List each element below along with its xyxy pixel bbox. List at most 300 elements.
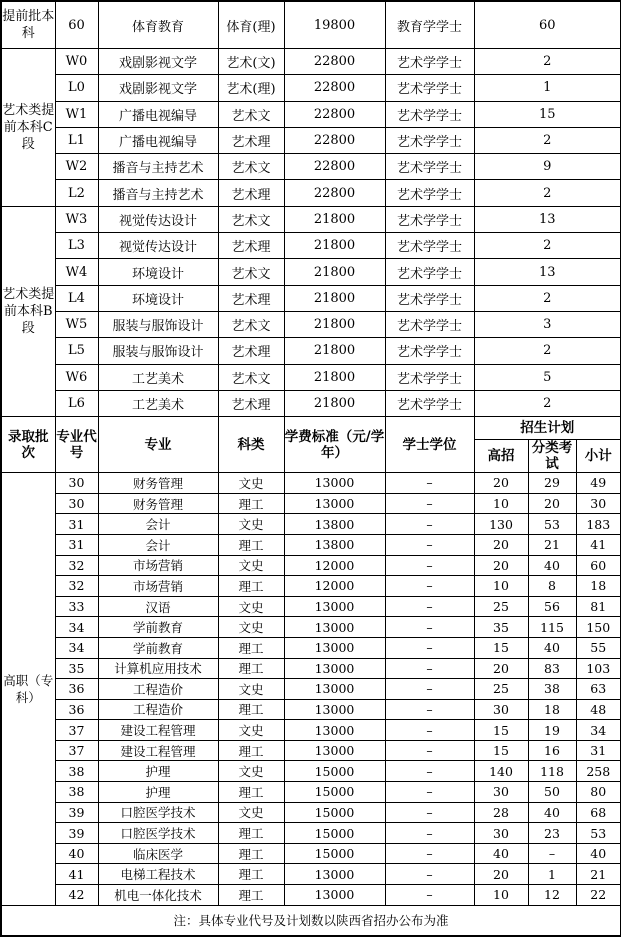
header-fee: 学费标准（元/学年） bbox=[284, 417, 385, 473]
gaozhao-cell: 25 bbox=[474, 596, 528, 617]
batch-cell: 高职（专科） bbox=[1, 473, 55, 905]
gaozhao-cell: 20 bbox=[474, 658, 528, 679]
fenlei-cell: 38 bbox=[528, 679, 576, 700]
table-row bbox=[1, 180, 621, 206]
fee-cell: 22800 bbox=[284, 101, 385, 127]
subtotal-cell: 150 bbox=[576, 617, 621, 638]
gaozhao-cell: 20 bbox=[474, 534, 528, 555]
fee-cell: 13000 bbox=[284, 637, 385, 658]
category-cell: 理工 bbox=[218, 843, 284, 864]
fenlei-cell: 18 bbox=[528, 699, 576, 720]
table-row bbox=[1, 75, 621, 101]
degree-cell: – bbox=[385, 740, 474, 761]
gaozhao-cell: 130 bbox=[474, 514, 528, 535]
degree-cell: – bbox=[385, 658, 474, 679]
code-cell: 36 bbox=[55, 679, 98, 700]
code-cell: W3 bbox=[55, 206, 98, 232]
fee-cell: 22800 bbox=[284, 180, 385, 206]
fee-cell: 21800 bbox=[284, 338, 385, 364]
table-row bbox=[1, 802, 621, 823]
header-major: 专业 bbox=[98, 417, 218, 473]
table-row bbox=[1, 49, 621, 75]
gaozhao-cell: 20 bbox=[474, 864, 528, 885]
code-cell: 30 bbox=[55, 493, 98, 514]
subtotal-cell: 81 bbox=[576, 596, 621, 617]
gaozhao-cell: 30 bbox=[474, 782, 528, 803]
degree-cell: 艺术学学士 bbox=[385, 101, 474, 127]
code-cell: 36 bbox=[55, 699, 98, 720]
degree-cell: 艺术学学士 bbox=[385, 75, 474, 101]
fee-cell: 15000 bbox=[284, 761, 385, 782]
fenlei-cell: 115 bbox=[528, 617, 576, 638]
fenlei-cell: 19 bbox=[528, 720, 576, 741]
code-cell: 39 bbox=[55, 802, 98, 823]
major-cell: 建设工程管理 bbox=[98, 720, 218, 741]
fenlei-cell: 40 bbox=[528, 802, 576, 823]
fee-cell: 13000 bbox=[284, 473, 385, 494]
major-cell: 戏剧影视文学 bbox=[98, 49, 218, 75]
degree-cell: – bbox=[385, 699, 474, 720]
gaozhao-cell: 40 bbox=[474, 843, 528, 864]
table-row bbox=[1, 259, 621, 285]
major-cell: 视觉传达设计 bbox=[98, 206, 218, 232]
code-cell: W5 bbox=[55, 311, 98, 337]
table-row bbox=[1, 534, 621, 555]
fee-cell: 21800 bbox=[284, 259, 385, 285]
header-code: 专业代号 bbox=[55, 417, 98, 473]
category-cell: 文史 bbox=[218, 617, 284, 638]
code-cell: 33 bbox=[55, 596, 98, 617]
major-cell: 视觉传达设计 bbox=[98, 233, 218, 259]
header-degree: 学士学位 bbox=[385, 417, 474, 473]
subtotal-cell: 18 bbox=[576, 576, 621, 597]
code-cell: 32 bbox=[55, 576, 98, 597]
subtotal-cell: 40 bbox=[576, 843, 621, 864]
subtotal-cell: 30 bbox=[576, 493, 621, 514]
major-cell: 工程造价 bbox=[98, 699, 218, 720]
major-cell: 工艺美术 bbox=[98, 364, 218, 390]
major-cell: 播音与主持艺术 bbox=[98, 180, 218, 206]
table-row bbox=[1, 864, 621, 885]
header-plan: 招生计划 bbox=[474, 417, 621, 440]
major-cell: 服装与服饰设计 bbox=[98, 311, 218, 337]
table-row bbox=[1, 658, 621, 679]
category-cell: 文史 bbox=[218, 802, 284, 823]
category-cell: 艺术文 bbox=[218, 259, 284, 285]
category-cell: 艺术理 bbox=[218, 127, 284, 153]
fenlei-cell: 118 bbox=[528, 761, 576, 782]
degree-cell: 艺术学学士 bbox=[385, 311, 474, 337]
degree-cell: – bbox=[385, 843, 474, 864]
table-row bbox=[1, 127, 621, 153]
fee-cell: 22800 bbox=[284, 75, 385, 101]
fenlei-cell: 23 bbox=[528, 823, 576, 844]
note-cell: 注：具体专业代号及计划数以陕西省招办公布为准 bbox=[1, 905, 621, 936]
major-cell: 会计 bbox=[98, 534, 218, 555]
degree-cell: – bbox=[385, 864, 474, 885]
table-row bbox=[1, 390, 621, 416]
code-cell: L3 bbox=[55, 233, 98, 259]
category-cell: 体育(理) bbox=[218, 1, 284, 49]
degree-cell: – bbox=[385, 679, 474, 700]
major-cell: 学前教育 bbox=[98, 637, 218, 658]
fee-cell: 15000 bbox=[284, 843, 385, 864]
major-cell: 汉语 bbox=[98, 596, 218, 617]
major-cell: 电梯工程技术 bbox=[98, 864, 218, 885]
table-row bbox=[1, 679, 621, 700]
degree-cell: – bbox=[385, 782, 474, 803]
subtotal-cell: 21 bbox=[576, 864, 621, 885]
category-cell: 理工 bbox=[218, 782, 284, 803]
fee-cell: 19800 bbox=[284, 1, 385, 49]
category-cell: 文史 bbox=[218, 473, 284, 494]
fee-cell: 13000 bbox=[284, 617, 385, 638]
major-cell: 护理 bbox=[98, 782, 218, 803]
major-cell: 会计 bbox=[98, 514, 218, 535]
code-cell: 34 bbox=[55, 617, 98, 638]
table-row bbox=[1, 555, 621, 576]
degree-cell: 艺术学学士 bbox=[385, 49, 474, 75]
plan-cell: 60 bbox=[474, 1, 621, 49]
fee-cell: 21800 bbox=[284, 233, 385, 259]
code-cell: W6 bbox=[55, 364, 98, 390]
table-row bbox=[1, 576, 621, 597]
category-cell: 理工 bbox=[218, 658, 284, 679]
fenlei-cell: 56 bbox=[528, 596, 576, 617]
fee-cell: 12000 bbox=[284, 576, 385, 597]
code-cell: L5 bbox=[55, 338, 98, 364]
plan-cell: 2 bbox=[474, 390, 621, 416]
fee-cell: 15000 bbox=[284, 823, 385, 844]
code-cell: L0 bbox=[55, 75, 98, 101]
table-row bbox=[1, 493, 621, 514]
major-cell: 临床医学 bbox=[98, 843, 218, 864]
fenlei-cell: 83 bbox=[528, 658, 576, 679]
table-row bbox=[1, 154, 621, 180]
gaozhao-cell: 35 bbox=[474, 617, 528, 638]
table-row bbox=[1, 740, 621, 761]
category-cell: 艺术文 bbox=[218, 101, 284, 127]
subtotal-cell: 68 bbox=[576, 802, 621, 823]
degree-cell: – bbox=[385, 617, 474, 638]
subtotal-cell: 63 bbox=[576, 679, 621, 700]
gaozhao-cell: 15 bbox=[474, 637, 528, 658]
header-subtotal: 小计 bbox=[576, 440, 621, 473]
category-cell: 理工 bbox=[218, 699, 284, 720]
degree-cell: 艺术学学士 bbox=[385, 127, 474, 153]
plan-cell: 13 bbox=[474, 259, 621, 285]
major-cell: 环境设计 bbox=[98, 285, 218, 311]
batch-cell: 艺术类提前本科C段 bbox=[1, 49, 55, 207]
code-cell: 40 bbox=[55, 843, 98, 864]
category-cell: 理工 bbox=[218, 864, 284, 885]
header-fenlei: 分类考试 bbox=[528, 440, 576, 473]
subtotal-cell: 258 bbox=[576, 761, 621, 782]
table-row bbox=[1, 699, 621, 720]
category-cell: 艺术文 bbox=[218, 311, 284, 337]
subtotal-cell: 60 bbox=[576, 555, 621, 576]
degree-cell: 艺术学学士 bbox=[385, 180, 474, 206]
code-cell: W4 bbox=[55, 259, 98, 285]
major-cell: 广播电视编导 bbox=[98, 127, 218, 153]
fee-cell: 13000 bbox=[284, 699, 385, 720]
fenlei-cell: 1 bbox=[528, 864, 576, 885]
degree-cell: – bbox=[385, 761, 474, 782]
major-cell: 环境设计 bbox=[98, 259, 218, 285]
category-cell: 艺术文 bbox=[218, 206, 284, 232]
table-row bbox=[1, 285, 621, 311]
category-cell: 理工 bbox=[218, 823, 284, 844]
category-cell: 文史 bbox=[218, 555, 284, 576]
table-row bbox=[1, 617, 621, 638]
table-row bbox=[1, 1, 621, 49]
major-cell: 服装与服饰设计 bbox=[98, 338, 218, 364]
gaozhao-cell: 10 bbox=[474, 885, 528, 906]
degree-cell: – bbox=[385, 555, 474, 576]
major-cell: 财务管理 bbox=[98, 493, 218, 514]
category-cell: 艺术理 bbox=[218, 390, 284, 416]
category-cell: 艺术理 bbox=[218, 180, 284, 206]
degree-cell: – bbox=[385, 885, 474, 906]
fee-cell: 13800 bbox=[284, 514, 385, 535]
degree-cell: – bbox=[385, 534, 474, 555]
code-cell: 39 bbox=[55, 823, 98, 844]
fee-cell: 13000 bbox=[284, 740, 385, 761]
subtotal-cell: 48 bbox=[576, 699, 621, 720]
gaozhao-cell: 30 bbox=[474, 823, 528, 844]
subtotal-cell: 41 bbox=[576, 534, 621, 555]
gaozhao-cell: 15 bbox=[474, 740, 528, 761]
major-cell: 戏剧影视文学 bbox=[98, 75, 218, 101]
table-row bbox=[1, 338, 621, 364]
degree-cell: – bbox=[385, 720, 474, 741]
fee-cell: 21800 bbox=[284, 285, 385, 311]
fee-cell: 13000 bbox=[284, 885, 385, 906]
code-cell: 60 bbox=[55, 1, 98, 49]
code-cell: 31 bbox=[55, 534, 98, 555]
fenlei-cell: 53 bbox=[528, 514, 576, 535]
fenlei-cell: 21 bbox=[528, 534, 576, 555]
category-cell: 理工 bbox=[218, 493, 284, 514]
major-cell: 播音与主持艺术 bbox=[98, 154, 218, 180]
fee-cell: 13000 bbox=[284, 679, 385, 700]
fee-cell: 22800 bbox=[284, 154, 385, 180]
fee-cell: 15000 bbox=[284, 802, 385, 823]
fenlei-cell: 12 bbox=[528, 885, 576, 906]
degree-cell: – bbox=[385, 823, 474, 844]
code-cell: L2 bbox=[55, 180, 98, 206]
code-cell: 30 bbox=[55, 473, 98, 494]
subtotal-cell: 53 bbox=[576, 823, 621, 844]
gaozhao-cell: 25 bbox=[474, 679, 528, 700]
fenlei-cell: 29 bbox=[528, 473, 576, 494]
fee-cell: 12000 bbox=[284, 555, 385, 576]
header-row bbox=[1, 417, 621, 440]
category-cell: 理工 bbox=[218, 637, 284, 658]
gaozhao-cell: 20 bbox=[474, 555, 528, 576]
major-cell: 体育教育 bbox=[98, 1, 218, 49]
plan-cell: 2 bbox=[474, 233, 621, 259]
table-row bbox=[1, 596, 621, 617]
batch-cell: 提前批本科 bbox=[1, 1, 55, 49]
category-cell: 理工 bbox=[218, 740, 284, 761]
header-batch: 录取批次 bbox=[1, 417, 55, 473]
degree-cell: 艺术学学士 bbox=[385, 364, 474, 390]
category-cell: 理工 bbox=[218, 885, 284, 906]
code-cell: W1 bbox=[55, 101, 98, 127]
fee-cell: 13000 bbox=[284, 720, 385, 741]
major-cell: 护理 bbox=[98, 761, 218, 782]
code-cell: W0 bbox=[55, 49, 98, 75]
category-cell: 文史 bbox=[218, 720, 284, 741]
plan-cell: 5 bbox=[474, 364, 621, 390]
category-cell: 艺术理 bbox=[218, 233, 284, 259]
code-cell: 37 bbox=[55, 740, 98, 761]
major-cell: 工艺美术 bbox=[98, 390, 218, 416]
table-row bbox=[1, 233, 621, 259]
major-cell: 计算机应用技术 bbox=[98, 658, 218, 679]
code-cell: 31 bbox=[55, 514, 98, 535]
plan-cell: 3 bbox=[474, 311, 621, 337]
major-cell: 财务管理 bbox=[98, 473, 218, 494]
major-cell: 学前教育 bbox=[98, 617, 218, 638]
code-cell: 41 bbox=[55, 864, 98, 885]
plan-cell: 15 bbox=[474, 101, 621, 127]
major-cell: 工程造价 bbox=[98, 679, 218, 700]
table-row bbox=[1, 885, 621, 906]
major-cell: 口腔医学技术 bbox=[98, 802, 218, 823]
table-row bbox=[1, 823, 621, 844]
degree-cell: – bbox=[385, 493, 474, 514]
fee-cell: 22800 bbox=[284, 49, 385, 75]
code-cell: 37 bbox=[55, 720, 98, 741]
code-cell: L1 bbox=[55, 127, 98, 153]
category-cell: 理工 bbox=[218, 534, 284, 555]
fee-cell: 21800 bbox=[284, 206, 385, 232]
table-row bbox=[1, 782, 621, 803]
table-row bbox=[1, 364, 621, 390]
code-cell: 38 bbox=[55, 782, 98, 803]
plan-cell: 2 bbox=[474, 49, 621, 75]
fenlei-cell: 50 bbox=[528, 782, 576, 803]
fee-cell: 13000 bbox=[284, 493, 385, 514]
code-cell: W2 bbox=[55, 154, 98, 180]
major-cell: 市场营销 bbox=[98, 555, 218, 576]
fenlei-cell: 16 bbox=[528, 740, 576, 761]
code-cell: L4 bbox=[55, 285, 98, 311]
plan-cell: 2 bbox=[474, 338, 621, 364]
header-gaozhao: 高招 bbox=[474, 440, 528, 473]
fee-cell: 13000 bbox=[284, 596, 385, 617]
plan-cell: 2 bbox=[474, 285, 621, 311]
fenlei-cell: – bbox=[528, 843, 576, 864]
degree-cell: 艺术学学士 bbox=[385, 233, 474, 259]
major-cell: 口腔医学技术 bbox=[98, 823, 218, 844]
degree-cell: 艺术学学士 bbox=[385, 154, 474, 180]
plan-cell: 13 bbox=[474, 206, 621, 232]
subtotal-cell: 22 bbox=[576, 885, 621, 906]
category-cell: 理工 bbox=[218, 576, 284, 597]
degree-cell: – bbox=[385, 802, 474, 823]
degree-cell: – bbox=[385, 596, 474, 617]
fee-cell: 13000 bbox=[284, 658, 385, 679]
fee-cell: 22800 bbox=[284, 127, 385, 153]
fee-cell: 13800 bbox=[284, 534, 385, 555]
fenlei-cell: 40 bbox=[528, 637, 576, 658]
code-cell: L6 bbox=[55, 390, 98, 416]
major-cell: 广播电视编导 bbox=[98, 101, 218, 127]
note-row bbox=[1, 905, 621, 936]
gaozhao-cell: 28 bbox=[474, 802, 528, 823]
fenlei-cell: 8 bbox=[528, 576, 576, 597]
fee-cell: 21800 bbox=[284, 364, 385, 390]
gaozhao-cell: 10 bbox=[474, 493, 528, 514]
major-cell: 建设工程管理 bbox=[98, 740, 218, 761]
degree-cell: – bbox=[385, 637, 474, 658]
code-cell: 34 bbox=[55, 637, 98, 658]
table-row bbox=[1, 843, 621, 864]
degree-cell: 艺术学学士 bbox=[385, 390, 474, 416]
subtotal-cell: 49 bbox=[576, 473, 621, 494]
category-cell: 艺术理 bbox=[218, 338, 284, 364]
category-cell: 艺术文 bbox=[218, 364, 284, 390]
fee-cell: 21800 bbox=[284, 390, 385, 416]
fee-cell: 15000 bbox=[284, 782, 385, 803]
degree-cell: 艺术学学士 bbox=[385, 206, 474, 232]
degree-cell: 艺术学学士 bbox=[385, 259, 474, 285]
table-row bbox=[1, 101, 621, 127]
fee-cell: 13000 bbox=[284, 864, 385, 885]
plan-cell: 2 bbox=[474, 127, 621, 153]
batch-cell: 艺术类提前本科B段 bbox=[1, 206, 55, 416]
category-cell: 艺术(文) bbox=[218, 49, 284, 75]
gaozhao-cell: 10 bbox=[474, 576, 528, 597]
subtotal-cell: 34 bbox=[576, 720, 621, 741]
category-cell: 文史 bbox=[218, 514, 284, 535]
gaozhao-cell: 140 bbox=[474, 761, 528, 782]
table-row bbox=[1, 311, 621, 337]
table-row bbox=[1, 637, 621, 658]
code-cell: 32 bbox=[55, 555, 98, 576]
degree-cell: – bbox=[385, 514, 474, 535]
gaozhao-cell: 20 bbox=[474, 473, 528, 494]
plan-cell: 1 bbox=[474, 75, 621, 101]
subtotal-cell: 183 bbox=[576, 514, 621, 535]
subtotal-cell: 80 bbox=[576, 782, 621, 803]
category-cell: 文史 bbox=[218, 596, 284, 617]
fenlei-cell: 20 bbox=[528, 493, 576, 514]
table-row bbox=[1, 473, 621, 494]
subtotal-cell: 103 bbox=[576, 658, 621, 679]
degree-cell: 艺术学学士 bbox=[385, 285, 474, 311]
table-row bbox=[1, 206, 621, 232]
category-cell: 文史 bbox=[218, 761, 284, 782]
major-cell: 市场营销 bbox=[98, 576, 218, 597]
degree-cell: 艺术学学士 bbox=[385, 338, 474, 364]
degree-cell: 教育学学士 bbox=[385, 1, 474, 49]
category-cell: 文史 bbox=[218, 679, 284, 700]
code-cell: 42 bbox=[55, 885, 98, 906]
plan-cell: 2 bbox=[474, 180, 621, 206]
table-row bbox=[1, 761, 621, 782]
gaozhao-cell: 30 bbox=[474, 699, 528, 720]
fee-cell: 21800 bbox=[284, 311, 385, 337]
table-row bbox=[1, 720, 621, 741]
gaozhao-cell: 15 bbox=[474, 720, 528, 741]
degree-cell: – bbox=[385, 576, 474, 597]
category-cell: 艺术(理) bbox=[218, 75, 284, 101]
major-cell: 机电一体化技术 bbox=[98, 885, 218, 906]
